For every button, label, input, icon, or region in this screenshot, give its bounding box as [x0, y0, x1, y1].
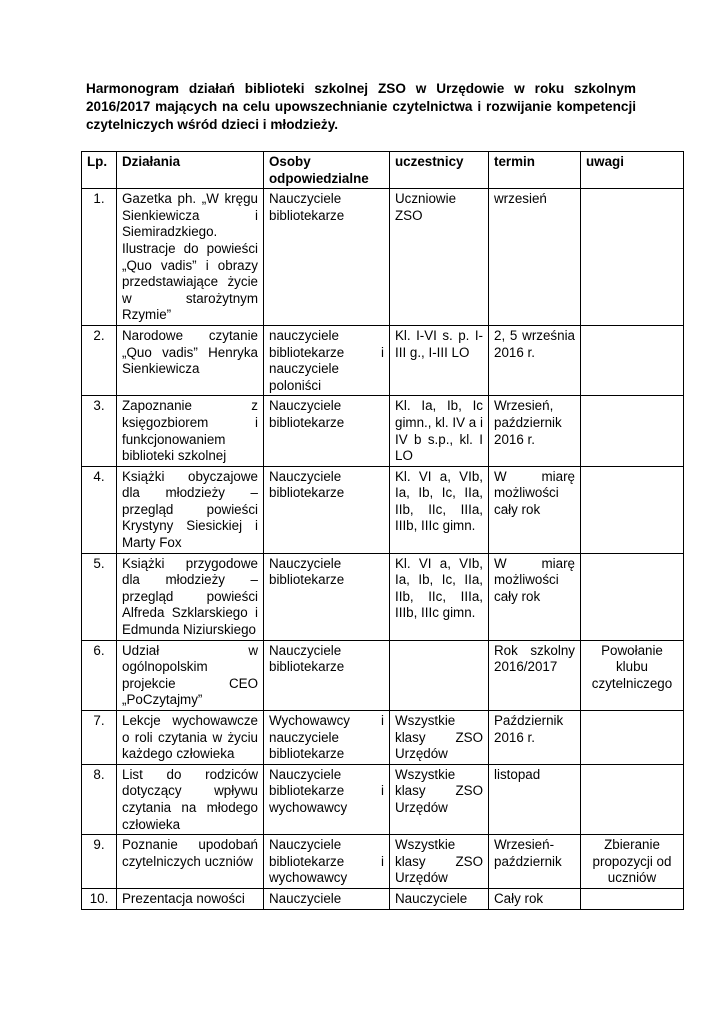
header-dzialania: Działania	[117, 152, 264, 189]
cell-lp: 2.	[82, 325, 117, 395]
cell-osoby: Wychowawcy i nauczyciele bibliotekarze	[264, 711, 390, 765]
cell-dzialania: Poznanie upodobań czytelniczych uczniów	[117, 835, 264, 889]
cell-dzialania: Zapoznanie z księgozbiorem i funkcjonowaniem biblioteki szkolnej	[117, 396, 264, 466]
cell-uwagi	[581, 764, 684, 834]
cell-dzialania: Książki obyczajowe dla młodzieży – przegląd powieści Krystyny Siesickiej i Marty Fox	[117, 466, 264, 553]
cell-osoby: Nauczyciele bibliotekarze	[264, 640, 390, 710]
cell-lp: 7.	[82, 711, 117, 765]
cell-termin: Wrzesień, październik 2016 r.	[489, 396, 581, 466]
cell-dzialania: Gazetka ph. „W kręgu Sienkiewicza i Siemiradzkiego. Ilustracje do powieści „Quo vadis” i obrazy przedstawiające życie w starożytnym Rzymie”	[117, 189, 264, 326]
table-row	[82, 711, 684, 765]
header-lp: Lp.	[82, 152, 117, 189]
table-row	[82, 325, 684, 395]
schedule-table	[81, 151, 684, 910]
cell-lp: 9.	[82, 835, 117, 889]
cell-uczestnicy: Wszystkie klasy ZSO Urzędów	[390, 711, 489, 765]
cell-uwagi: Powołanie klubu czytelniczego	[581, 640, 684, 710]
cell-uwagi	[581, 888, 684, 909]
table-row	[82, 189, 684, 326]
cell-osoby: Nauczyciele bibliotekarze	[264, 189, 390, 326]
cell-uwagi	[581, 553, 684, 640]
table-row	[82, 888, 684, 909]
cell-uwagi	[581, 466, 684, 553]
cell-uczestnicy: Kl. I-VI s. p. I-III g., I-III LO	[390, 325, 489, 395]
cell-lp: 10.	[82, 888, 117, 909]
cell-osoby: Nauczyciele bibliotekarze	[264, 396, 390, 466]
cell-osoby: Nauczyciele bibliotekarze i wychowawcy	[264, 764, 390, 834]
cell-osoby: Nauczyciele bibliotekarze	[264, 553, 390, 640]
cell-lp: 3.	[82, 396, 117, 466]
cell-termin: Rok szkolny 2016/2017	[489, 640, 581, 710]
cell-uwagi	[581, 396, 684, 466]
cell-uczestnicy: Kl. Ia, Ib, Ic gimn., kl. IV a i IV b s.p., kl. I LO	[390, 396, 489, 466]
table-row	[82, 553, 684, 640]
cell-dzialania: Książki przygodowe dla młodzieży – przegląd powieści Alfreda Szklarskiego i Edmunda Niziurskiego	[117, 553, 264, 640]
cell-osoby: Nauczyciele bibliotekarze	[264, 466, 390, 553]
cell-uwagi: Zbieranie propozycji od uczniów	[581, 835, 684, 889]
cell-uwagi	[581, 189, 684, 326]
cell-uczestnicy	[390, 640, 489, 710]
cell-dzialania: Narodowe czytanie „Quo vadis” Henryka Sienkiewicza	[117, 325, 264, 395]
cell-osoby: nauczyciele bibliotekarze i nauczyciele poloniści	[264, 325, 390, 395]
cell-dzialania: Prezentacja nowości	[117, 888, 264, 909]
cell-termin: W miarę możliwości cały rok	[489, 553, 581, 640]
header-termin: termin	[489, 152, 581, 189]
cell-termin: 2, 5 września 2016 r.	[489, 325, 581, 395]
cell-termin: Cały rok	[489, 888, 581, 909]
cell-termin: wrzesień	[489, 189, 581, 326]
cell-uczestnicy: Wszystkie klasy ZSO Urzędów	[390, 835, 489, 889]
cell-lp: 4.	[82, 466, 117, 553]
table-row	[82, 466, 684, 553]
cell-lp: 5.	[82, 553, 117, 640]
cell-uczestnicy: Uczniowie ZSO	[390, 189, 489, 326]
cell-osoby: Nauczyciele bibliotekarze i wychowawcy	[264, 835, 390, 889]
header-osoby: Osoby odpowiedzialne	[264, 152, 390, 189]
header-uczestnicy: uczestnicy	[390, 152, 489, 189]
cell-termin: W miarę możliwości cały rok	[489, 466, 581, 553]
cell-dzialania: Lekcje wychowawcze o roli czytania w życiu każdego człowieka	[117, 711, 264, 765]
cell-uczestnicy: Kl. VI a, VIb, Ia, Ib, Ic, IIa, IIb, IIc, IIIa, IIIb, IIIc gimn.	[390, 466, 489, 553]
cell-dzialania: List do rodziców dotyczący wpływu czytania na młodego człowieka	[117, 764, 264, 834]
cell-uczestnicy: Kl. VI a, VIb, Ia, Ib, Ic, IIa, IIb, IIc, IIIa, IIIb, IIIc gimn.	[390, 553, 489, 640]
cell-lp: 8.	[82, 764, 117, 834]
cell-uczestnicy: Nauczyciele	[390, 888, 489, 909]
table-row	[82, 396, 684, 466]
cell-uczestnicy: Wszystkie klasy ZSO Urzędów	[390, 764, 489, 834]
cell-dzialania: Udział w ogólnopolskim projekcie CEO „PoCzytajmy”	[117, 640, 264, 710]
cell-termin: listopad	[489, 764, 581, 834]
cell-uwagi	[581, 325, 684, 395]
header-uwagi: uwagi	[581, 152, 684, 189]
cell-termin: Wrzesień-październik	[489, 835, 581, 889]
cell-lp: 1.	[82, 189, 117, 326]
table-row	[82, 764, 684, 834]
cell-lp: 6.	[82, 640, 117, 710]
page-title: Harmonogram działań biblioteki szkolnej ZSO w Urzędowie w roku szkolnym 2016/2017 mających na celu upowszechnianie czytelnictwa i rozwijanie kompetencji czytelniczych wśród dzieci i młodzieży.	[86, 81, 636, 132]
cell-osoby: Nauczyciele	[264, 888, 390, 909]
table-header-row	[82, 152, 684, 189]
cell-uwagi	[581, 711, 684, 765]
table-row	[82, 640, 684, 710]
cell-termin: Październik 2016 r.	[489, 711, 581, 765]
table-row	[82, 835, 684, 889]
